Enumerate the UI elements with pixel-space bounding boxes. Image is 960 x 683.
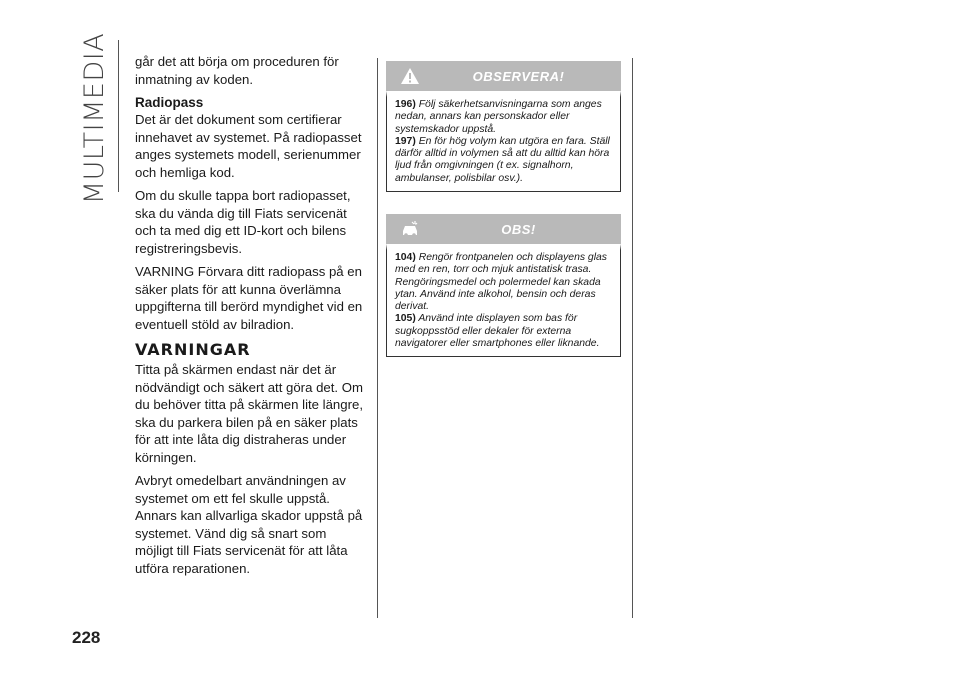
- notice-obs: [386, 214, 621, 357]
- notice-observera: [386, 61, 621, 192]
- item-text: Följ säkerhetsanvisningarna som anges nedan, annars kan personskador eller systemskador uppstå.: [395, 99, 602, 135]
- item-text: Rengör frontpanelen och displayens glas med en ren, torr och mjuk antistatisk trasa. Rengöringsmedel och polermedel kan skada ytan. Använd inte alkohol, bensin och deras derivat.: [395, 252, 607, 313]
- notice-title: OBSERVERA!: [472, 68, 565, 84]
- paragraph-intro: går det att börja om proceduren för inmatning av koden.: [135, 54, 339, 87]
- notice-body: [386, 244, 621, 357]
- paragraph-radiopass: Det är det dokument som certifierar innehavet av systemet. På radiopasset anges systemets modell, serienummer och hemliga kod.: [135, 112, 362, 180]
- column-divider-left: [377, 58, 378, 618]
- notice-item: [395, 252, 612, 313]
- notice-item: [395, 99, 612, 136]
- item-number: 105): [395, 313, 416, 325]
- main-text-column: [135, 53, 367, 583]
- warning-triangle-icon: [400, 67, 420, 85]
- paragraph-malfunction: Avbryt omedelbart användningen av systemet om ett fel skulle uppstå. Annars kan allvarliga skador uppstå på systemet. Vänd dig så snart som möjligt till Fiats servicenät för att låta utföra reparationen.: [135, 473, 363, 576]
- side-section-label: [72, 32, 118, 204]
- column-divider-right: [632, 58, 633, 618]
- notice-body: [386, 91, 621, 192]
- notice-item: [395, 313, 612, 350]
- item-number: 104): [395, 252, 416, 263]
- paragraph-lost-pass: Om du skulle tappa bort radiopasset, ska du vända dig till Fiats servicenät och ta med dig ett ID-kort och bilens registreringsbevis.: [135, 188, 351, 256]
- notice-title: OBS!: [501, 221, 536, 237]
- notice-item: [395, 136, 612, 185]
- warnings-heading: VARNINGAR: [135, 340, 251, 359]
- paragraph-screen-warning: Titta på skärmen endast när det är nödvändigt och säkert att göra det. Om du behöver titta på skärmen lite längre, ska du parkera bilen på en säker plats för att inte låta dig distraheras under körningen.: [135, 362, 363, 465]
- page-number: 228: [72, 628, 101, 647]
- item-text: En för hög volym kan utgöra en fara. Ställ därför alltid in volymen så att du alltid kan höra ljud från omgivningen (t ex. signalhorn, ambulanser, polisbilar osv.).: [395, 135, 610, 184]
- side-rule: [118, 40, 119, 192]
- section-title: MULTIMEDIA: [79, 32, 111, 204]
- item-number: 197): [395, 135, 416, 147]
- notice-header: [386, 214, 621, 244]
- item-text: Använd inte displayen som bas för sugkoppsstöd eller dekaler för externa navigatorer eller smartphones eller liknande.: [395, 313, 600, 350]
- notice-header: [386, 61, 621, 91]
- item-number: 196): [395, 99, 416, 110]
- car-damage-icon: [400, 220, 420, 238]
- radiopass-heading: Radiopass: [135, 95, 204, 110]
- paragraph-store-pass: VARNING Förvara ditt radiopass på en säker plats för att kunna överlämna uppgifterna till berörd myndighet vid en eventuell stöld av bilradion.: [135, 264, 363, 332]
